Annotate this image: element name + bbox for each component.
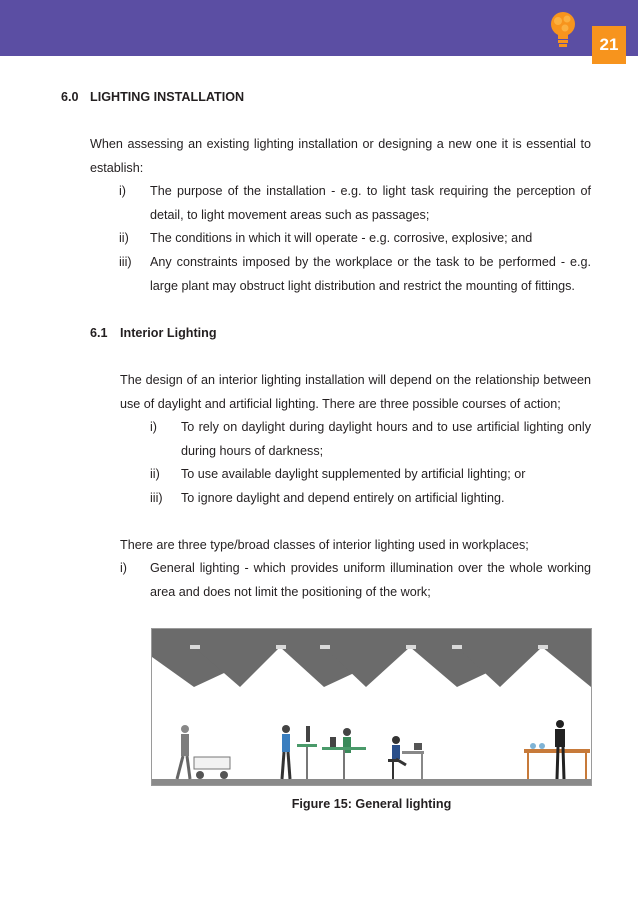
header-band xyxy=(0,0,638,56)
list-item-line: The purpose of the installation - e.g. to light task requiring the perception of xyxy=(150,184,591,198)
list-item-line: The conditions in which it will operate - e.g. corrosive, explosive; and xyxy=(150,231,533,245)
subsection-title: Interior Lighting xyxy=(120,326,217,340)
list-marker: i) xyxy=(150,420,157,434)
list-marker: ii) xyxy=(119,231,129,245)
general-lighting-illustration xyxy=(152,629,591,785)
list-marker: iii) xyxy=(119,255,132,269)
list-item-line: area and does not limit the positioning of the work; xyxy=(150,585,431,599)
general-lighting-figure xyxy=(151,628,592,786)
lightbulb-gears-icon xyxy=(546,8,580,52)
intro-line-1: When assessing an existing lighting installation or designing a new one it is essential to xyxy=(90,137,591,151)
list-item-line: To rely on daylight during daylight hours and to use artificial lighting only xyxy=(181,420,591,434)
figure-caption: Figure 15: General lighting xyxy=(291,797,452,811)
list-item-line: Any constraints imposed by the workplace or the task to be performed - e.g. xyxy=(150,255,591,269)
list-marker: i) xyxy=(119,184,126,198)
floor xyxy=(152,779,591,785)
list-marker: i) xyxy=(120,561,127,575)
list-item-line: To use available daylight supplemented by artificial lighting; or xyxy=(181,467,526,481)
list-marker: ii) xyxy=(150,467,160,481)
list-item-line: To ignore daylight and depend entirely on artificial lighting. xyxy=(181,491,505,505)
intro-line-2: establish: xyxy=(90,161,144,175)
paragraph-line: The design of an interior lighting installation will depend on the relationship between xyxy=(120,373,591,387)
page-number-badge: 21 xyxy=(592,26,626,64)
subsection-number: 6.1 xyxy=(90,326,108,340)
section-number: 6.0 xyxy=(61,90,79,104)
list-item-line: large plant may obstruct light distribution and restrict the mounting of fittings. xyxy=(150,279,575,293)
list-item-line: detail, to light movement areas such as passages; xyxy=(150,208,430,222)
list-marker: iii) xyxy=(150,491,163,505)
paragraph-line: There are three type/broad classes of interior lighting used in workplaces; xyxy=(120,538,529,552)
section-title: LIGHTING INSTALLATION xyxy=(90,90,245,104)
list-item-line: during hours of darkness; xyxy=(181,444,324,458)
list-item-line: General lighting - which provides uniform illumination over the whole working xyxy=(150,561,591,575)
paragraph-line: use of daylight and artificial lighting. There are three possible courses of action; xyxy=(120,397,561,411)
